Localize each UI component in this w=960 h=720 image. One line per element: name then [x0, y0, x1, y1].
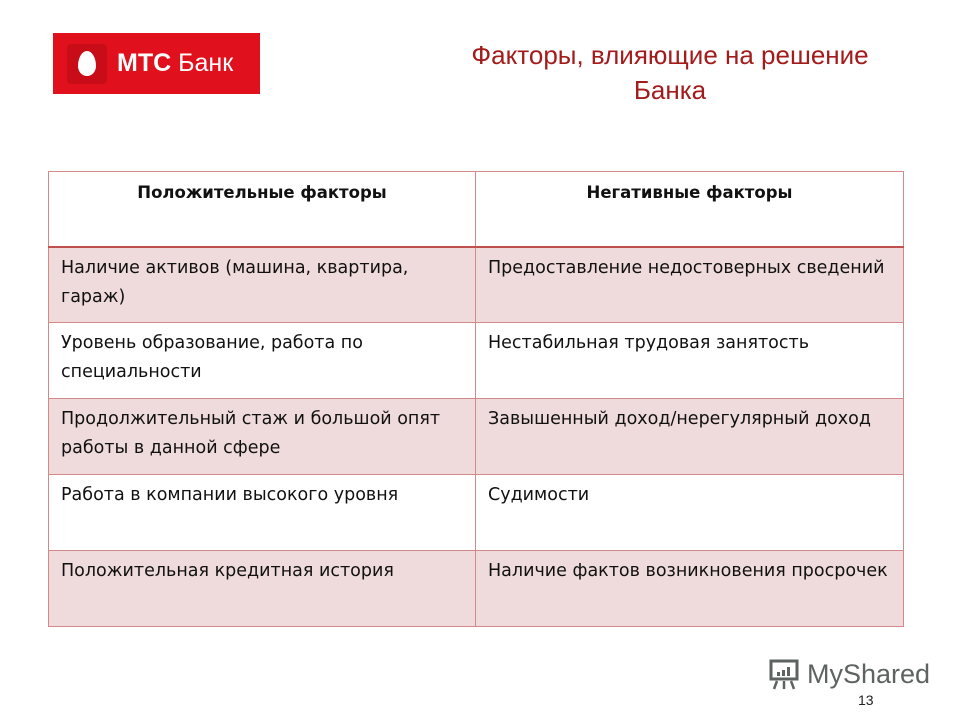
title-line-2: Банка	[633, 75, 707, 105]
table-row	[49, 475, 904, 551]
table-row	[49, 399, 904, 475]
slide-title	[380, 38, 960, 108]
negative-cell: Предоставление недостоверных сведений	[476, 247, 904, 323]
positive-cell: Наличие активов (машина, квартира, гараж)	[49, 247, 476, 323]
positive-cell: Положительная кредитная история	[49, 551, 476, 627]
table-row	[49, 551, 904, 627]
factors-table	[48, 171, 904, 627]
watermark-text: MyShared	[807, 658, 931, 689]
positive-cell: Уровень образование, работа по специальности	[49, 323, 476, 399]
egg-icon	[67, 44, 107, 84]
title-line-1: Факторы, влияющие на решение	[471, 40, 869, 70]
mts-bank-logo	[53, 33, 260, 94]
table-header-row	[49, 172, 904, 247]
table-row	[49, 323, 904, 399]
negative-cell: Судимости	[476, 475, 904, 551]
myshared-watermark	[767, 657, 930, 691]
negative-cell: Нестабильная трудовая занятость	[476, 323, 904, 399]
presentation-board-icon	[767, 657, 801, 691]
positive-cell: Продолжительный стаж и большой опят работы в данной сфере	[49, 399, 476, 475]
page-number: 13	[858, 692, 874, 708]
positive-cell: Работа в компании высокого уровня	[49, 475, 476, 551]
header-positive: Положительные факторы	[49, 172, 476, 247]
table-row	[49, 247, 904, 323]
logo-text: МТС Банк	[117, 49, 234, 77]
negative-cell: Наличие фактов возникновения просрочек	[476, 551, 904, 627]
header-negative: Негативные факторы	[476, 172, 904, 247]
negative-cell: Завышенный доход/нерегулярный доход	[476, 399, 904, 475]
